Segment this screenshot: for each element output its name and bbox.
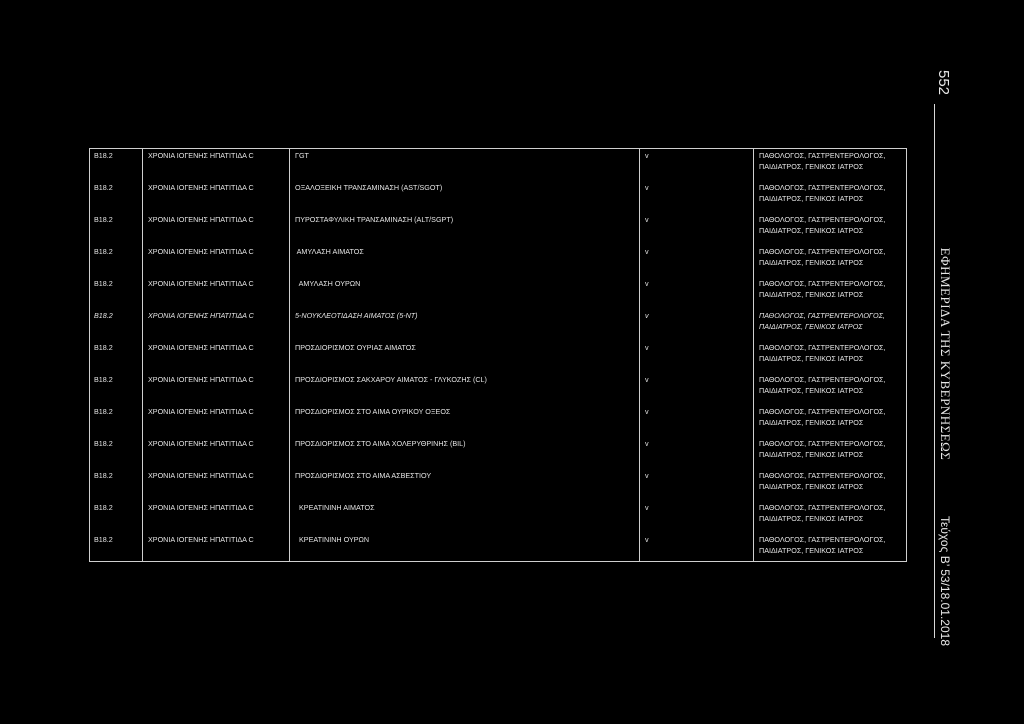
test-cell: ΠΥΡΟΣΤΑΦΥΛΙΚΗ ΤΡΑΝΣΑΜΙΝΑΣΗ (ALT/SGPT) — [295, 215, 454, 224]
test-cell: ΑΜΥΛΑΣΗ ΟΥΡΩΝ — [295, 279, 361, 288]
disease-cell: ΧΡΟΝΙΑ ΙΟΓΕΝΗΣ ΗΠΑΤΙΤΙΔΑ C — [148, 535, 254, 544]
specialty-line: ΠΑΘΟΛΟΓΟΣ, ΓΑΣΤΡΕΝΤΕΡΟΛΟΓΟΣ, — [759, 471, 886, 480]
test-cell: ΓGT — [295, 151, 309, 160]
test-cell: 5-ΝΟΥΚΛΕΟΤΙΔΑΣΗ ΑΙΜΑΤΟΣ (5-NT) — [295, 311, 418, 320]
disease-cell: ΧΡΟΝΙΑ ΙΟΓΕΝΗΣ ΗΠΑΤΙΤΙΔΑ C — [148, 215, 254, 224]
test-cell: ΟΞΑΛΟΞΕΙΚΗ ΤΡΑΝΣΑΜΙΝΑΣΗ (AST/SGOT) — [295, 183, 443, 192]
disease-cell: ΧΡΟΝΙΑ ΙΟΓΕΝΗΣ ΗΠΑΤΙΤΙΔΑ C — [148, 503, 254, 512]
disease-cell: ΧΡΟΝΙΑ ΙΟΓΕΝΗΣ ΗΠΑΤΙΤΙΔΑ C — [148, 247, 254, 256]
mark-cell: v — [645, 439, 649, 448]
specialty-line: ΠΑΘΟΛΟΓΟΣ, ΓΑΣΤΡΕΝΤΕΡΟΛΟΓΟΣ, — [759, 215, 886, 224]
specialty-line: ΠΑΘΟΛΟΓΟΣ, ΓΑΣΤΡΕΝΤΕΡΟΛΟΓΟΣ, — [759, 279, 886, 288]
mark-cell: v — [645, 215, 649, 224]
specialty-line: ΠΑΙΔΙΑΤΡΟΣ, ΓΕΝΙΚΟΣ ΙΑΤΡΟΣ — [759, 481, 864, 491]
code-cell: B18.2 — [94, 215, 113, 224]
mark-cell: v — [645, 471, 649, 480]
code-cell: B18.2 — [94, 247, 113, 256]
specialty-line: ΠΑΙΔΙΑΤΡΟΣ, ΓΕΝΙΚΟΣ ΙΑΤΡΟΣ — [759, 161, 864, 171]
table-row — [90, 149, 906, 181]
specialty-line: ΠΑΙΔΙΑΤΡΟΣ, ΓΕΝΙΚΟΣ ΙΑΤΡΟΣ — [759, 417, 864, 427]
specialty-line: ΠΑΙΔΙΑΤΡΟΣ, ΓΕΝΙΚΟΣ ΙΑΤΡΟΣ — [759, 257, 864, 267]
specialty-cell — [759, 375, 885, 396]
test-cell: ΠΡΟΣΔΙΟΡΙΣΜΟΣ ΟΥΡΙΑΣ ΑΙΜΑΤΟΣ — [295, 343, 416, 352]
table-row — [90, 469, 906, 501]
specialty-line: ΠΑΙΔΙΑΤΡΟΣ, ΓΕΝΙΚΟΣ ΙΑΤΡΟΣ — [759, 289, 864, 299]
code-cell: B18.2 — [94, 279, 113, 288]
test-cell: ΠΡΟΣΔΙΟΡΙΣΜΟΣ ΣΤΟ ΑΙΜΑ ΑΣΒΕΣΤΙΟΥ — [295, 471, 432, 480]
test-cell: ΠΡΟΣΔΙΟΡΙΣΜΟΣ ΣΑΚΧΑΡΟΥ ΑΙΜΑΤΟΣ - ΓΛΥΚΟΖΗΣ (CL) — [295, 375, 487, 384]
test-table — [89, 148, 907, 562]
test-cell: ΑΜΥΛΑΣΗ ΑΙΜΑΤΟΣ — [295, 247, 364, 256]
mark-cell: v — [645, 503, 649, 512]
code-cell: B18.2 — [94, 407, 113, 416]
table-row — [90, 373, 906, 405]
table-row — [90, 501, 906, 533]
specialty-line: ΠΑΘΟΛΟΓΟΣ, ΓΑΣΤΡΕΝΤΕΡΟΛΟΓΟΣ, — [759, 343, 886, 352]
specialty-cell — [759, 503, 885, 524]
specialty-line: ΠΑΘΟΛΟΓΟΣ, ΓΑΣΤΡΕΝΤΕΡΟΛΟΓΟΣ, — [759, 503, 886, 512]
table-row — [90, 309, 906, 341]
specialty-line: ΠΑΘΟΛΟΓΟΣ, ΓΑΣΤΡΕΝΤΕΡΟΛΟΓΟΣ, — [759, 247, 886, 256]
mark-cell: v — [645, 407, 649, 416]
specialty-line: ΠΑΙΔΙΑΤΡΟΣ, ΓΕΝΙΚΟΣ ΙΑΤΡΟΣ — [759, 449, 864, 459]
specialty-line: ΠΑΘΟΛΟΓΟΣ, ΓΑΣΤΡΕΝΤΕΡΟΛΟΓΟΣ, — [759, 375, 886, 384]
specialty-line: ΠΑΘΟΛΟΓΟΣ, ΓΑΣΤΡΕΝΤΕΡΟΛΟΓΟΣ, — [759, 535, 886, 544]
disease-cell: ΧΡΟΝΙΑ ΙΟΓΕΝΗΣ ΗΠΑΤΙΤΙΔΑ C — [148, 151, 254, 160]
page-number-text: 552 — [935, 69, 953, 95]
disease-cell: ΧΡΟΝΙΑ ΙΟΓΕΝΗΣ ΗΠΑΤΙΤΙΔΑ C — [148, 311, 254, 320]
specialty-cell — [759, 215, 885, 236]
specialty-cell — [759, 471, 885, 492]
test-cell: ΠΡΟΣΔΙΟΡΙΣΜΟΣ ΣΤΟ ΑΙΜΑ ΧΟΛΕΡΥΘΡΙΝΗΣ (BIL) — [295, 439, 466, 448]
test-cell: ΚΡΕΑΤΙΝΙΝΗ ΟΥΡΩΝ — [295, 535, 370, 544]
mark-cell: v — [645, 535, 649, 544]
specialty-line: ΠΑΙΔΙΑΤΡΟΣ, ΓΕΝΙΚΟΣ ΙΑΤΡΟΣ — [759, 513, 864, 523]
mark-cell: v — [645, 343, 649, 352]
code-cell: B18.2 — [94, 311, 113, 320]
specialty-line: ΠΑΙΔΙΑΤΡΟΣ, ΓΕΝΙΚΟΣ ΙΑΤΡΟΣ — [759, 321, 863, 331]
table-row — [90, 181, 906, 213]
disease-cell: ΧΡΟΝΙΑ ΙΟΓΕΝΗΣ ΗΠΑΤΙΤΙΔΑ C — [148, 183, 254, 192]
specialty-cell — [759, 311, 885, 332]
issue-reference-text: Τεύχος Β’ 53/18.01.2018 — [938, 516, 952, 646]
specialty-cell — [759, 535, 885, 556]
specialty-line: ΠΑΙΔΙΑΤΡΟΣ, ΓΕΝΙΚΟΣ ΙΑΤΡΟΣ — [759, 545, 864, 555]
mark-cell: v — [645, 375, 649, 384]
table-row — [90, 405, 906, 437]
specialty-line: ΠΑΘΟΛΟΓΟΣ, ΓΑΣΤΡΕΝΤΕΡΟΛΟΓΟΣ, — [759, 439, 886, 448]
test-cell: ΚΡΕΑΤΙΝΙΝΗ ΑΙΜΑΤΟΣ — [295, 503, 375, 512]
specialty-cell — [759, 151, 885, 172]
code-cell: B18.2 — [94, 535, 113, 544]
specialty-cell — [759, 439, 885, 460]
test-cell: ΠΡΟΣΔΙΟΡΙΣΜΟΣ ΣΤΟ ΑΙΜΑ ΟΥΡΙΚΟΥ ΟΞΕΟΣ — [295, 407, 451, 416]
specialty-cell — [759, 247, 885, 268]
mark-cell: v — [645, 279, 649, 288]
table-row — [90, 341, 906, 373]
disease-cell: ΧΡΟΝΙΑ ΙΟΓΕΝΗΣ ΗΠΑΤΙΤΙΔΑ C — [148, 279, 254, 288]
disease-cell: ΧΡΟΝΙΑ ΙΟΓΕΝΗΣ ΗΠΑΤΙΤΙΔΑ C — [148, 471, 254, 480]
code-cell: B18.2 — [94, 439, 113, 448]
code-cell: B18.2 — [94, 375, 113, 384]
specialty-cell — [759, 407, 885, 428]
specialty-line: ΠΑΙΔΙΑΤΡΟΣ, ΓΕΝΙΚΟΣ ΙΑΤΡΟΣ — [759, 193, 864, 203]
mark-cell: v — [645, 311, 649, 320]
table-row — [90, 533, 906, 565]
code-cell: B18.2 — [94, 471, 113, 480]
specialty-line: ΠΑΘΟΛΟΓΟΣ, ΓΑΣΤΡΕΝΤΕΡΟΛΟΓΟΣ, — [759, 407, 886, 416]
specialty-line: ΠΑΘΟΛΟΓΟΣ, ΓΑΣΤΡΕΝΤΕΡΟΛΟΓΟΣ, — [759, 311, 885, 320]
disease-cell: ΧΡΟΝΙΑ ΙΟΓΕΝΗΣ ΗΠΑΤΙΤΙΔΑ C — [148, 343, 254, 352]
code-cell: B18.2 — [94, 151, 113, 160]
specialty-line: ΠΑΙΔΙΑΤΡΟΣ, ΓΕΝΙΚΟΣ ΙΑΤΡΟΣ — [759, 225, 864, 235]
table-row — [90, 245, 906, 277]
table-row — [90, 437, 906, 469]
code-cell: B18.2 — [94, 183, 113, 192]
specialty-cell — [759, 279, 885, 300]
specialty-cell — [759, 343, 885, 364]
mark-cell: v — [645, 247, 649, 256]
disease-cell: ΧΡΟΝΙΑ ΙΟΓΕΝΗΣ ΗΠΑΤΙΤΙΔΑ C — [148, 375, 254, 384]
code-cell: B18.2 — [94, 343, 113, 352]
specialty-line: ΠΑΘΟΛΟΓΟΣ, ΓΑΣΤΡΕΝΤΕΡΟΛΟΓΟΣ, — [759, 151, 886, 160]
disease-cell: ΧΡΟΝΙΑ ΙΟΓΕΝΗΣ ΗΠΑΤΙΤΙΔΑ C — [148, 439, 254, 448]
specialty-line: ΠΑΙΔΙΑΤΡΟΣ, ΓΕΝΙΚΟΣ ΙΑΤΡΟΣ — [759, 353, 864, 363]
table-row — [90, 213, 906, 245]
mark-cell: v — [645, 151, 649, 160]
specialty-line: ΠΑΘΟΛΟΓΟΣ, ΓΑΣΤΡΕΝΤΕΡΟΛΟΓΟΣ, — [759, 183, 886, 192]
page-number — [924, 62, 964, 102]
margin-rule — [934, 104, 935, 638]
mark-cell: v — [645, 183, 649, 192]
specialty-cell — [759, 183, 885, 204]
table-row — [90, 277, 906, 309]
specialty-line: ΠΑΙΔΙΑΤΡΟΣ, ΓΕΝΙΚΟΣ ΙΑΤΡΟΣ — [759, 385, 864, 395]
gazette-title-text: ΕΦΗΜΕΡΙΔΑ ΤΗΣ ΚΥΒΕΡΝΗΣΕΩΣ — [938, 247, 953, 461]
disease-cell: ΧΡΟΝΙΑ ΙΟΓΕΝΗΣ ΗΠΑΤΙΤΙΔΑ C — [148, 407, 254, 416]
code-cell: B18.2 — [94, 503, 113, 512]
